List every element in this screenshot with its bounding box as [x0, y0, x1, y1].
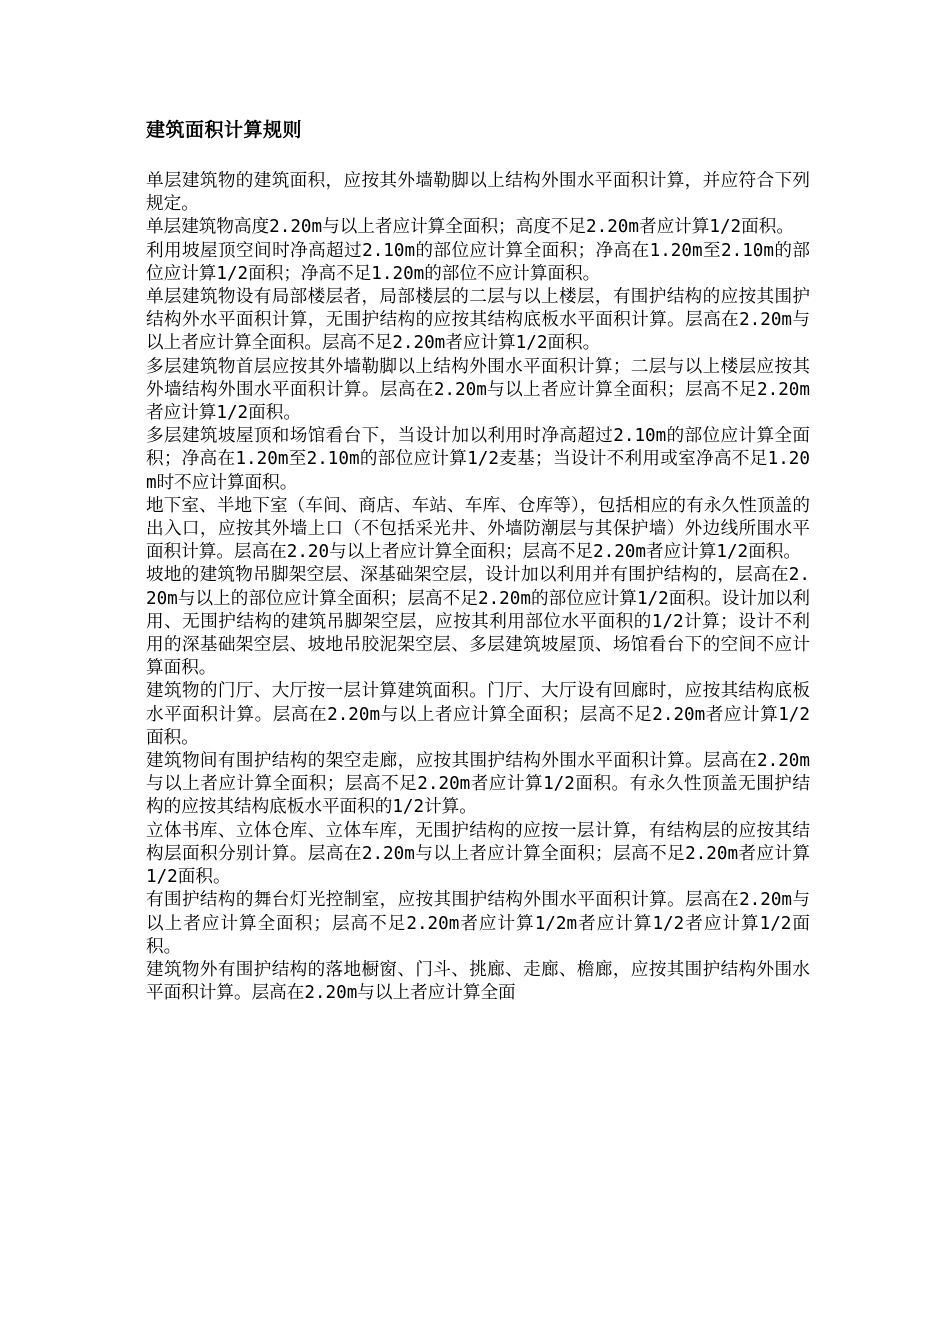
paragraph: 建筑物间有围护结构的架空走廊，应按其围护结构外围水平面积计算。层高在2.20m与以上者应计算全面积；层高不足2.20m者应计算1/2面积。有永久性顶盖无围护结构的应按其结构底板水平面积的1/2计算。 — [146, 751, 810, 818]
paragraph: 建筑物的门厅、大厅按一层计算建筑面积。门厅、大厅设有回廊时，应按其结构底板水平面积计算。层高在2.20m与以上者应计算全面积；层高不足2.20m者应计算1/2面积。 — [146, 681, 810, 748]
document-title: 建筑面积计算规则 — [146, 119, 303, 141]
paragraph: 利用坡屋顶空间时净高超过2.10m的部位应计算全面积；净高在1.20m至2.10m的部位应计算1/2面积；净高不足1.20m的部位不应计算面积。 — [146, 240, 810, 284]
document-page — [146, 118, 810, 1005]
paragraph: 单层建筑物高度2.20m与以上者应计算全面积；高度不足2.20m者应计算1/2面积。 — [146, 217, 794, 238]
document-body — [146, 170, 810, 1005]
paragraph: 多层建筑坡屋顶和场馆看台下，当设计加以利用时净高超过2.10m的部位应计算全面积；净高在1.20m至2.10m的部位应计算1/2麦基；当设计不利用或室净高不足1.20m时不应计算面积。 — [146, 426, 810, 493]
paragraph: 多层建筑物首层应按其外墙勒脚以上结构外围水平面积计算；二层与以上楼层应按其外墙结构外围水平面积计算。层高在2.20m与以上者应计算全面积；层高不足2.20m者应计算1/2面积。 — [146, 356, 810, 424]
paragraph: 地下室、半地下室（车间、商店、车站、车库、仓库等），包括相应的有永久性顶盖的出入口，应按其外墙上口（不包括采光井、外墙防潮层与其保护墙）外边线所围水平面积计算。层高在2.20与以上者应计算全面积；层高不足2.20m者应计算1/2面积。 — [146, 495, 810, 563]
paragraph: 单层建筑物设有局部楼层者，局部楼层的二层与以上楼层，有围护结构的应按其围护结构外水平面积计算，无围护结构的应按其结构底板水平面积计算。层高在2.20m与以上者应计算全面积。层高不足2.20m者应计算1/2面积。 — [146, 287, 810, 354]
paragraph: 单层建筑物的建筑面积，应按其外墙勒脚以上结构外围水平面积计算，并应符合下列规定。 — [146, 171, 810, 215]
paragraph: 建筑物外有围护结构的落地橱窗、门斗、挑廊、走廊、檐廊，应按其围护结构外围水平面积计算。层高在2.20m与以上者应计算全面 — [146, 959, 810, 1004]
paragraph: 有围护结构的舞台灯光控制室，应按其围护结构外围水平面积计算。层高在2.20m与以上者应计算全面积；层高不足2.20m者应计算1/2m者应计算1/2者应计算1/2面积。 — [146, 890, 810, 957]
paragraph: 立体书库、立体仓库、立体车库，无围护结构的应按一层计算，有结构层的应按其结构层面积分别计算。层高在2.20m与以上者应计算全面积；层高不足2.20m者应计算1/2面积。 — [146, 820, 810, 888]
paragraph: 坡地的建筑物吊脚架空层、深基础架空层，设计加以利用并有围护结构的，层高在2.20m与以上的部位应计算全面积；层高不足2.20m的部位应计算1/2面积。设计加以利用、无围护结构的建筑吊脚架空层，应按其利用部位水平面积的1/2计算；设计不利用的深基础架空层、坡地吊胶泥架空层、多层建筑坡屋顶、场馆看台下的空间不应计算面积。 — [146, 565, 810, 679]
